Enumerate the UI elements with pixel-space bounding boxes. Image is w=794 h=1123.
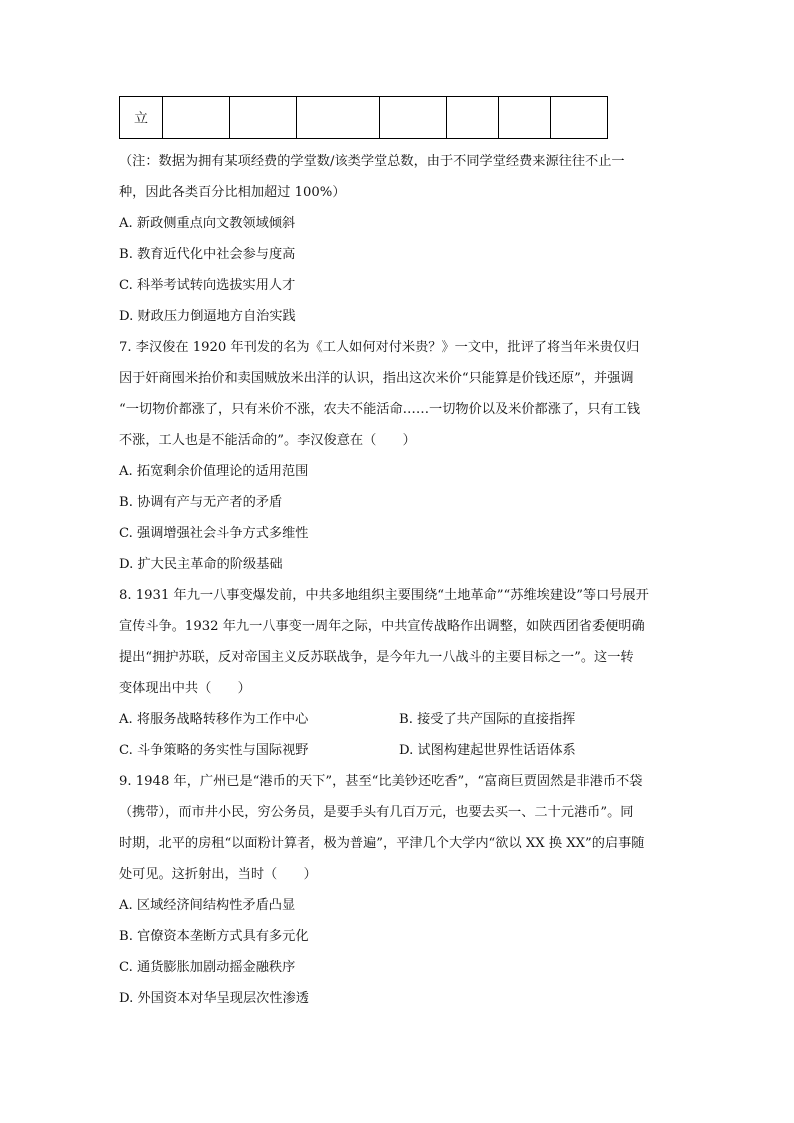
table-cell <box>163 97 230 139</box>
q9-option-d: D. 外国资本对华呈现层次性渗透 <box>119 991 309 1006</box>
q9-stem-line: 9. 1948 年，广州已是“港币的天下”，甚至“比美钞还吃香”，“富商巨贾固然是非港币不袋 <box>119 774 643 789</box>
q8-stem-line: 宣传斗争。1932 年九一八事变一周年之际，中共宣传战略作出调整，如陕西团省委便明确 <box>119 619 645 634</box>
table-cell: 立 <box>120 97 163 139</box>
q8-option-c: C. 斗争策略的务实性与国际视野 <box>119 743 309 758</box>
q9-option-c: C. 通货膨胀加剧动摇金融秩序 <box>119 960 296 975</box>
q9-stem-line: 时期，北平的房租“以面粉计算者，极为普遍”，平津几个大学内“欲以 XX 换 XX”的启事随 <box>119 836 645 851</box>
q6-option-d: D. 财政压力倒逼地方自治实践 <box>119 309 296 324</box>
q8-stem-line: 提出“拥护苏联，反对帝国主义反苏联战争，是今年九一八战斗的主要目标之一”。这一转 <box>119 650 634 665</box>
q7-stem-line: 7. 李汉俊在 1920 年刊发的名为《工人如何对付米贵？》一文中，批评了将当年米贵仅归 <box>119 340 640 355</box>
q7-stem-line: “一切物价都涨了，只有米价不涨，农夫不能活命……一切物价以及米价都涨了，只有工钱 <box>119 402 641 417</box>
question-content <box>119 146 679 1014</box>
q7-stem-line: 不涨，工人也是不能活命的”。李汉俊意在（ ） <box>119 433 416 448</box>
table-note-line: 种，因此各类百分比相加超过 100%） <box>119 185 346 200</box>
q8-option-d: D. 试图构建起世界性话语体系 <box>399 743 576 758</box>
q9-option-a: A. 区域经济间结构性矛盾凸显 <box>119 898 296 913</box>
table-cell <box>380 97 447 139</box>
table-cell <box>447 97 499 139</box>
table-row <box>120 97 608 139</box>
q6-option-b: B. 教育近代化中社会参与度高 <box>119 247 296 262</box>
table-cell <box>297 97 380 139</box>
q8-stem-line: 8. 1931 年九一八事变爆发前，中共多地组织主要围绕“土地革命”“苏维埃建设”等口号展开 <box>119 588 649 603</box>
q8-option-b: B. 接受了共产国际的直接指挥 <box>399 712 576 727</box>
q9-option-b: B. 官僚资本垄断方式具有多元化 <box>119 929 309 944</box>
q9-stem-line: 处可见。这折射出，当时（ ） <box>119 867 317 882</box>
data-table-fragment <box>119 96 608 139</box>
q6-option-a: A. 新政侧重点向文教领域倾斜 <box>119 216 296 231</box>
q7-stem-line: 因于奸商囤米抬价和卖国贼放米出洋的认识，指出这次米价“只能算是价钱还原”，并强调 <box>119 371 634 386</box>
q7-option-b: B. 协调有产与无产者的矛盾 <box>119 495 283 510</box>
q9-stem-line: （携带），而市井小民，穷公务员，是要手头有几百万元，也要去买一、二十元港币”。同 <box>119 805 634 820</box>
q8-stem-line: 变体现出中共（ ） <box>119 681 251 696</box>
q7-option-c: C. 强调增强社会斗争方式多维性 <box>119 526 309 541</box>
q8-option-a: A. 将服务战略转移作为工作中心 <box>119 712 309 727</box>
table-cell <box>230 97 297 139</box>
table-note-line: （注：数据为拥有某项经费的学堂数/该类学堂总数，由于不同学堂经费来源往往不止一 <box>119 154 625 169</box>
q7-option-a: A. 拓宽剩余价值理论的适用范围 <box>119 464 309 479</box>
q8-options-row <box>119 735 679 766</box>
q7-option-d: D. 扩大民主革命的阶级基础 <box>119 557 283 572</box>
table-cell <box>551 97 608 139</box>
q6-option-c: C. 科举考试转向选拔实用人才 <box>119 278 296 293</box>
table-cell <box>499 97 551 139</box>
q8-options-row <box>119 704 679 735</box>
